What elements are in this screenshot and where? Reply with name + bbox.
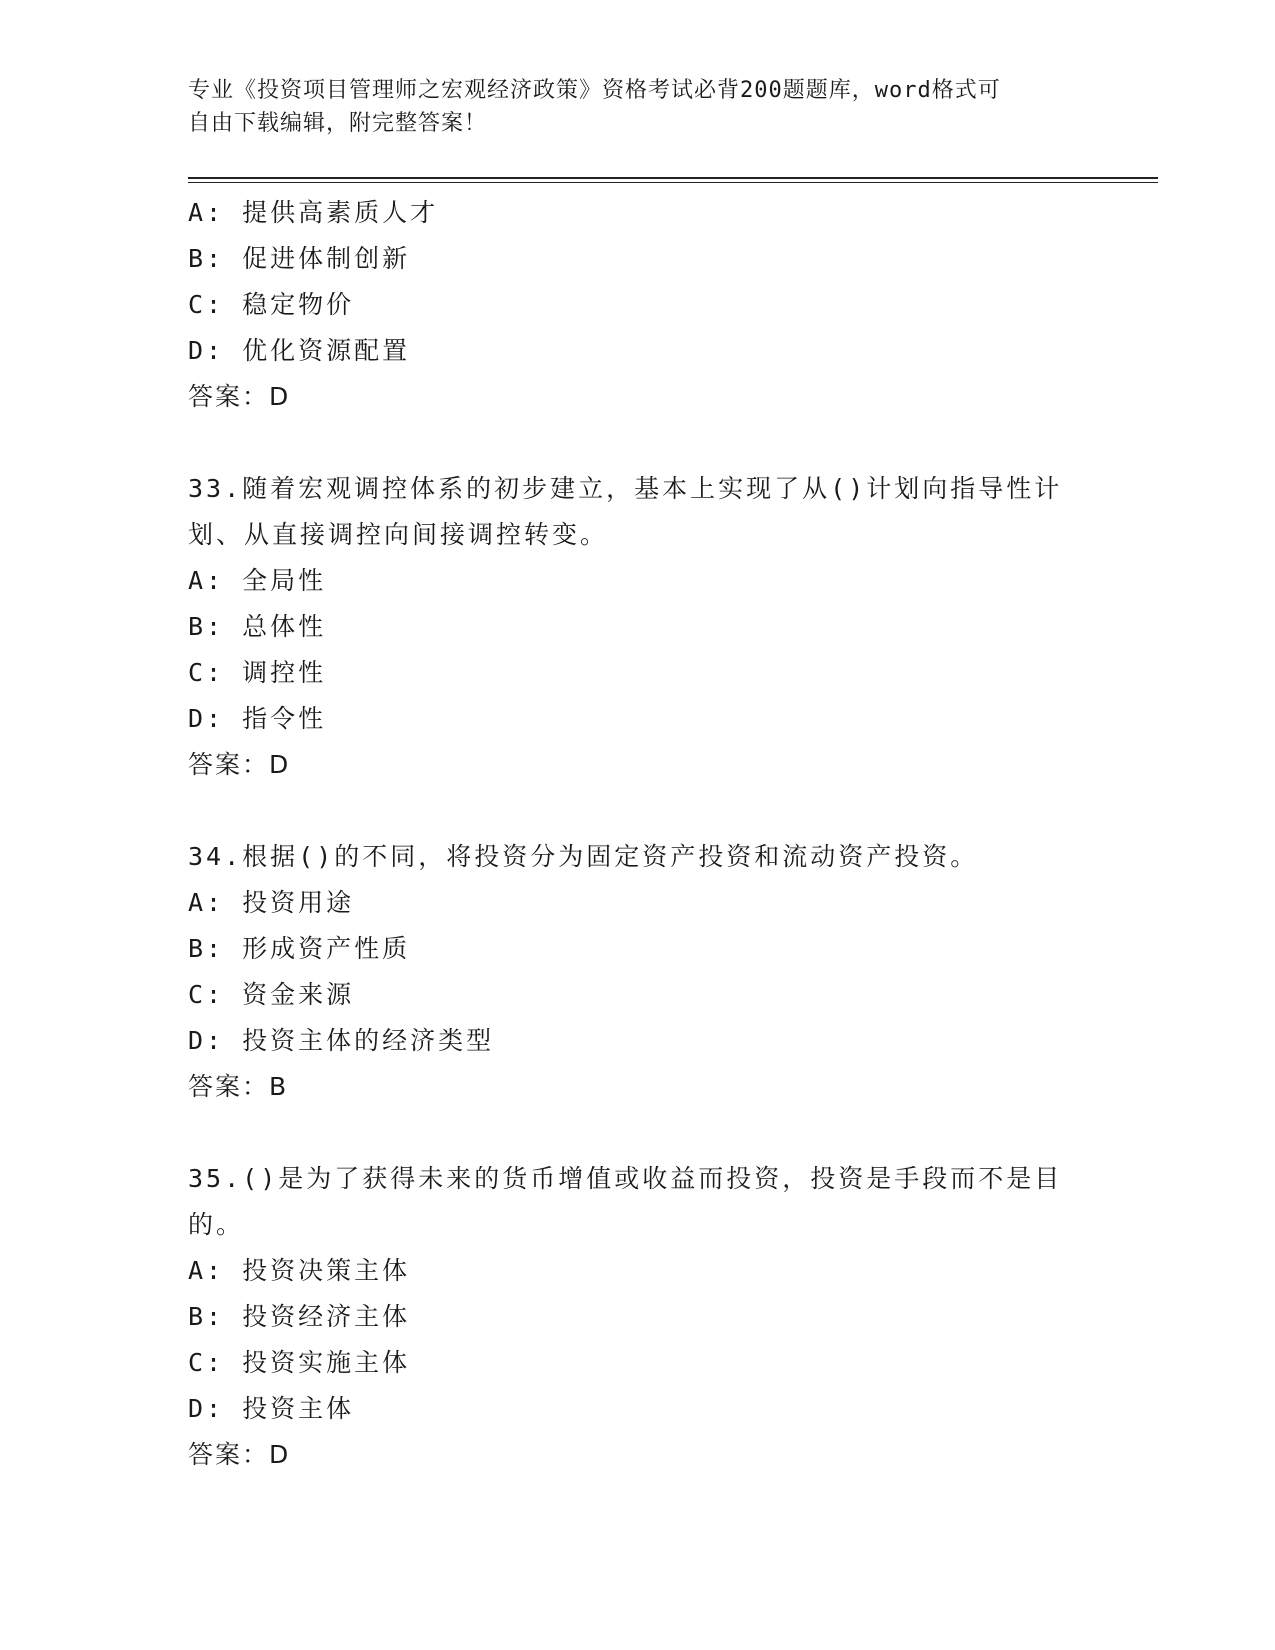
option-b: B: 促进体制创新 [188, 244, 411, 273]
question-text-line-2: 划、从直接调控向间接调控转变。 [188, 520, 609, 549]
option-a: A: 提供高素质人才 [188, 198, 439, 227]
option-b: B: 形成资产性质 [188, 934, 411, 963]
question-text-line-1: 33.随着宏观调控体系的初步建立，基本上实现了从()计划向指导性计 [188, 474, 1063, 503]
option-d: D: 投资主体 [188, 1394, 355, 1423]
question-list [188, 190, 1088, 1478]
question-block-33 [188, 466, 1088, 788]
question-text-line-2: 的。 [188, 1210, 245, 1239]
spacer [188, 1110, 1088, 1156]
option-c: C: 稳定物价 [188, 290, 355, 319]
header-line-2: 自由下载编辑，附完整答案！ [188, 111, 488, 136]
option-a: A: 全局性 [188, 566, 327, 595]
option-c: C: 调控性 [188, 658, 327, 687]
option-a: A: 投资决策主体 [188, 1256, 411, 1285]
option-d: D: 指令性 [188, 704, 327, 733]
question-text-line-1: 35.()是为了获得未来的货币增值或收益而投资，投资是手段而不是目 [188, 1164, 1063, 1193]
answer: 答案：D [188, 1440, 291, 1469]
spacer [188, 788, 1088, 834]
answer: 答案：D [188, 382, 291, 411]
option-a: A: 投资用途 [188, 888, 355, 917]
option-b: B: 投资经济主体 [188, 1302, 411, 1331]
question-block-32 [188, 190, 1088, 420]
question-text-line-1: 34.根据()的不同，将投资分为固定资产投资和流动资产投资。 [188, 842, 979, 871]
answer: 答案：B [188, 1072, 289, 1101]
header-line-1: 专业《投资项目管理师之宏观经济政策》资格考试必背200题题库，word格式可 [188, 78, 1001, 103]
option-d: D: 投资主体的经济类型 [188, 1026, 495, 1055]
document-header [188, 74, 1068, 140]
option-c: C: 资金来源 [188, 980, 355, 1009]
answer: 答案：D [188, 750, 291, 779]
question-block-35 [188, 1156, 1088, 1478]
header-divider-thin [188, 182, 1158, 183]
spacer [188, 420, 1088, 466]
question-block-34 [188, 834, 1088, 1110]
option-b: B: 总体性 [188, 612, 327, 641]
option-c: C: 投资实施主体 [188, 1348, 411, 1377]
option-d: D: 优化资源配置 [188, 336, 411, 365]
header-divider-thick [188, 177, 1158, 179]
